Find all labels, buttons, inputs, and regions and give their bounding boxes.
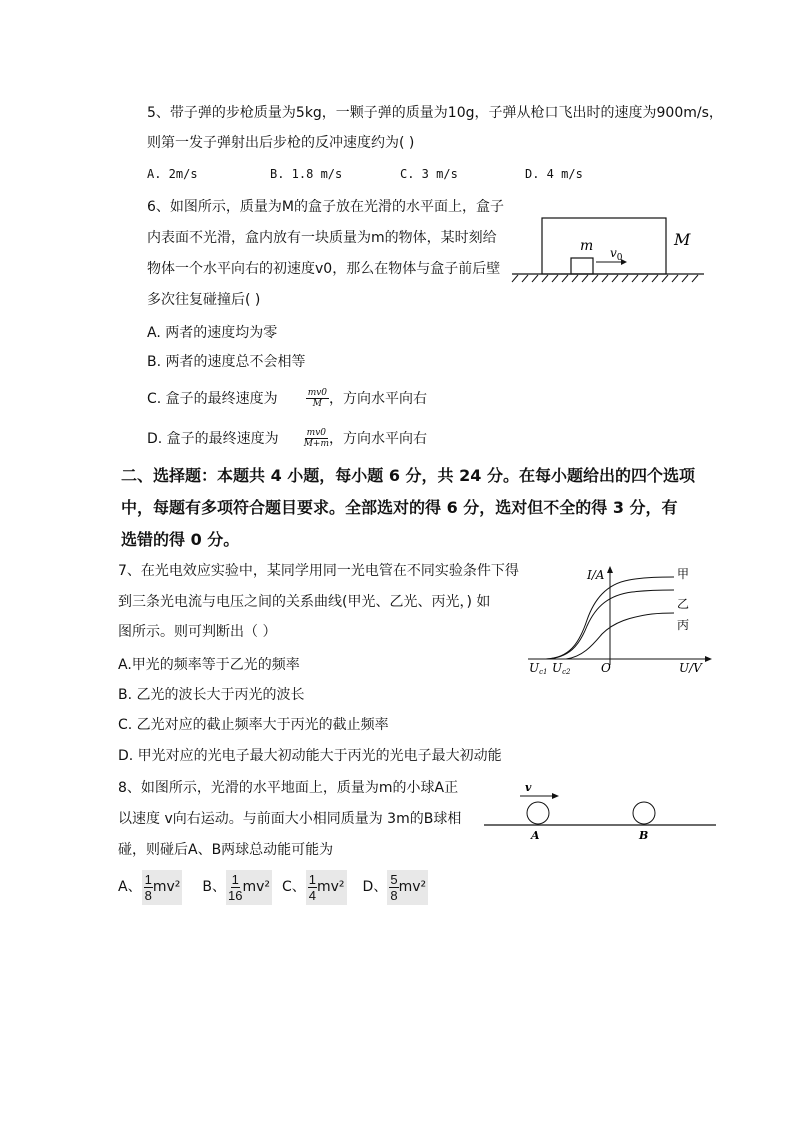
q5-line2: 则第一发子弹射出后步枪的反冲速度约为( ) [147, 135, 415, 151]
q7-option-c: C. 乙光对应的截止频率大于丙光的截止频率 [118, 717, 389, 733]
q7-option-a: A.甲光的频率等于乙光的频率 [118, 657, 300, 673]
q6-option-c-direction: ，方向水平向右 [329, 390, 428, 407]
q7-line3: 图所示。则可判断出（ ） [118, 624, 277, 640]
y-axis-arrowhead [607, 566, 613, 573]
q8-option-a: A、 1 8 mv² [118, 871, 181, 903]
q5-option-b: B. 1.8 m/s [270, 167, 343, 181]
curve-bing-label: 丙 [677, 618, 690, 632]
velocity-arrowhead [552, 793, 559, 799]
x-axis-label: U/V [679, 661, 702, 674]
q8-option-b-expression: 1 16 mv² [227, 871, 270, 903]
collision-figure [480, 780, 720, 842]
q7-line1: 7、在光电效应实验中，某同学用同一光电管在不同实验条件下得 [118, 563, 519, 579]
q6-option-d-direction: ，方向水平向右 [328, 430, 427, 447]
label-v0: $v_0$ [610, 246, 623, 263]
uc1-label: Uc1 [529, 661, 548, 674]
ball-b-label: B [639, 829, 649, 842]
q8-option-d-expression: 5 8 mv² [387, 870, 428, 905]
q8-options [118, 868, 428, 906]
q8-line1: 8、如图所示，光滑的水平地面上，质量为m的小球A正 [118, 780, 459, 796]
section2-line2: 中，每题有多项符合题目要求。全部选对的得 6 分，选对但不全的得 3 分，有 [121, 498, 678, 517]
x-axis-arrowhead [705, 656, 712, 662]
q6-option-a: A. 两者的速度均为零 [147, 325, 278, 341]
q5-option-a: A. 2m/s [147, 167, 198, 181]
uc2-label: Uc2 [552, 661, 571, 674]
q8-line2: 以速度 v向右运动。与前面大小相同质量为 3m的B球相 [118, 811, 462, 827]
block-m [571, 258, 593, 274]
q8-option-b: B、 1 16 mv² [202, 871, 270, 903]
box-figure [508, 212, 708, 287]
box-outline [542, 218, 666, 274]
q6-option-d-fraction: $\frac{mv0}{M+m}$ [303, 428, 329, 449]
q8-option-d: D、 5 8 mv² [362, 871, 427, 903]
q8-option-b-fraction: 1 16 [227, 871, 243, 903]
q8-option-d-fraction: 5 8 [390, 871, 398, 903]
q5-line1: 5、带子弹的步枪质量为5kg，一颗子弹的质量为10g，子弹从枪口飞出时的速度为900m/s， [147, 105, 723, 121]
y-axis-label: I/A [587, 568, 605, 582]
q8-option-c-fraction: 1 4 [308, 871, 316, 903]
ground-hatching [512, 275, 698, 282]
origin-label: O [601, 661, 611, 674]
curve-jia-label: 甲 [677, 567, 690, 581]
section2-line1: 二、选择题：本题共 4 小题，每小题 6 分，共 24 分。在每小题给出的四个选项 [121, 466, 695, 485]
q6-line4: 多次往复碰撞后( ) [147, 292, 261, 308]
ball-a-label: A [531, 829, 540, 842]
q6-option-d [147, 428, 427, 449]
q8-line3: 碰，则碰后A、B两球总动能可能为 [118, 842, 334, 858]
q8-option-c-expression: 1 4 mv² [306, 870, 347, 905]
velocity-label: v [525, 781, 532, 794]
q5-option-c: C. 3 m/s [400, 167, 458, 181]
q6-option-d-text: D. 盒子的最终速度为 [147, 430, 279, 447]
section2-line3: 选错的得 0 分。 [121, 530, 240, 549]
label-M: M [674, 230, 691, 249]
q7-option-d: D. 甲光对应的光电子最大初动能大于丙光的光电子最大初动能 [118, 748, 502, 764]
q5-option-d: D. 4 m/s [525, 167, 583, 181]
q8-option-a-fraction: 1 8 [144, 871, 152, 903]
q6-line3: 物体一个水平向右的初速度v0，那么在物体与盒子前后壁 [147, 261, 501, 277]
ball-b [633, 802, 655, 824]
iv-curve-figure [524, 562, 714, 674]
q7-option-b: B. 乙光的波长大于丙光的波长 [118, 687, 305, 703]
label-m: m [580, 238, 594, 254]
ball-a [527, 802, 549, 824]
q6-option-c-text: C. 盒子的最终速度为 [147, 390, 278, 407]
curve-yi-label: 乙 [677, 597, 690, 611]
q6-option-c-fraction: $\frac{mv0}{M}$ [307, 388, 328, 409]
q6-line2: 内表面不光滑，盒内放有一块质量为m的物体，某时刻给 [147, 230, 497, 246]
q8-option-a-expression: 1 8 mv² [142, 870, 183, 905]
q6-line1: 6、如图所示，质量为M的盒子放在光滑的水平面上，盒子 [147, 199, 504, 215]
q7-line2: 到三条光电流与电压之间的关系曲线(甲光、乙光、丙光，) 如 [118, 594, 491, 610]
q8-option-c: C、 1 4 mv² [281, 871, 345, 903]
q6-option-c [147, 388, 427, 409]
q6-option-b: B. 两者的速度总不会相等 [147, 354, 306, 370]
